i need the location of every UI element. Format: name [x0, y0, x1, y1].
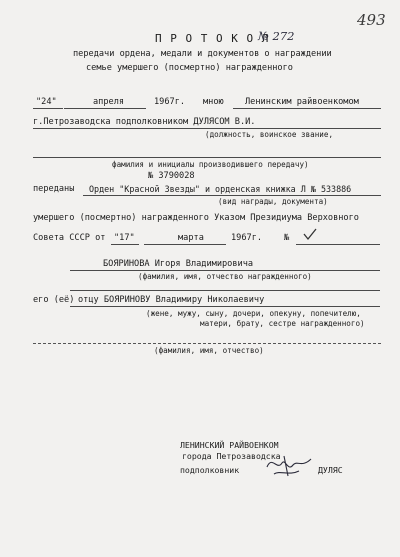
subtitle-line-1: передачи ордена, медали и документов о награждении [73, 49, 332, 59]
awardee-name: БОЯРИНОВА Игоря Владимировича [103, 259, 254, 269]
officer-line: г.Петрозаводска подполковником ДУЛЯСОМ В.И. [33, 117, 256, 127]
decree-year: 1967г. [231, 233, 263, 243]
archive-page-number: 493 [357, 11, 386, 29]
date-year: 1967г. [154, 97, 186, 107]
decree-month: марта [178, 233, 204, 243]
officer-caption: (должность, воинское звание, [205, 130, 334, 139]
date-day: "24" [36, 97, 57, 107]
decree-number-mark: № [284, 233, 290, 243]
document-title: П Р О Т О К О Л [155, 32, 270, 45]
subtitle-line-2: семье умершего (посмертно) награжденного [86, 63, 293, 73]
transferor-caption: фамилия и инициалы производившего передачу) [112, 160, 309, 169]
transfer-value: Орден "Красной Звезды" и орденская книжка Л № 533886 [89, 184, 352, 194]
transfer-label: переданы [33, 184, 75, 194]
stamp-line-2: города Петрозаводска [182, 451, 281, 461]
check-mark-icon [303, 228, 317, 242]
awardee-caption: (фамилия, имя, отчество награжденного) [138, 272, 312, 281]
stamp-line-1: ЛЕНИНСКИЙ РАЙВОЕНКОМ [180, 440, 279, 450]
decree-line-2: Совета СССР от [33, 233, 106, 243]
date-by-word: мною [203, 97, 224, 107]
decree-day: "17" [114, 233, 135, 243]
transfer-caption: (вид награды, документа) [218, 197, 328, 206]
recipient-caption-line-2: матери, брату, сестре награжденного) [200, 319, 365, 328]
recipient-caption-line-1: (жене, мужу, сыну, дочери, опекуну, попечителю, [146, 309, 361, 318]
signer-surname: ДУЛЯС [318, 465, 343, 475]
committee-name: Ленинским райвоенкомом [245, 97, 359, 107]
signer-rank: подполковник [180, 465, 240, 475]
decree-line-1: умершего (посмертно) награжденного Указом Президиума Верховного [33, 213, 359, 223]
recipient-value: отцу БОЯРИНОВУ Владимиру Николаевичу [78, 295, 265, 305]
handwritten-signature [264, 451, 314, 479]
award-number: № 3790028 [148, 171, 195, 181]
recipient-label: его (её) [33, 295, 75, 305]
date-month: апреля [93, 97, 125, 107]
fio-caption: (фамилия, имя, отчество) [154, 346, 264, 355]
document-number: № 272 [258, 29, 295, 43]
